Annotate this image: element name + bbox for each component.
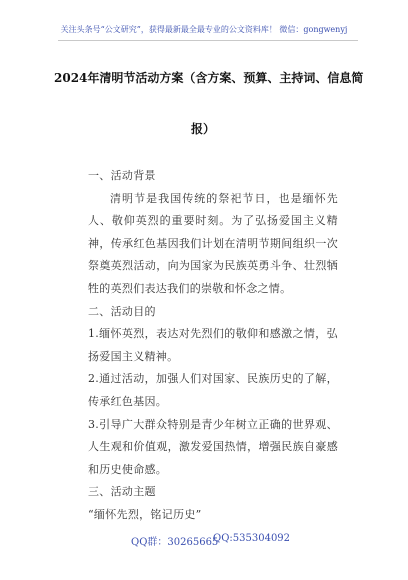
theme-quote: “缅怀先烈，铭记历史” — [88, 507, 202, 521]
list-item-purpose-3: 3.引导广大群众特别是青少年树立正确的世界观、人生观和价值观，激发爱国热情，增强民族自豪感和历史使命感。 — [88, 417, 338, 476]
qq-group-text: QQ群：30265665 — [131, 537, 219, 548]
document-title-continued: 报） — [191, 122, 216, 136]
list-item-purpose-1: 1.缅怀英烈，表达对先烈们的敬仰和感激之情，弘扬爱国主义精神。 — [88, 327, 338, 363]
document-body — [88, 165, 338, 527]
header-notice: 关注头条号“公文研究”，获得最新最全最专业的公文资料库！ 微信：gongwenyj — [60, 25, 348, 34]
section-heading-purpose: 二、活动目的 — [88, 304, 156, 318]
paragraph-background: 清明节是我国传统的祭祀节日，也是缅怀先人、敬仰英烈的重要时刻。为了弘扬爱国主义精神，传承红色基因我们计划在清明节期间组织一次祭奠英烈活动，向为国家为民族英勇斗争、壮烈牺牲的英烈们表达我们的崇敬和怀念之情。 — [88, 191, 338, 295]
qq-number-text: QQ:535304092 — [213, 533, 291, 544]
section-heading-background: 一、活动背景 — [88, 169, 156, 182]
list-item-purpose-2: 2.通过活动，加强人们对国家、民族历史的了解，传承红色基因。 — [88, 372, 338, 408]
footer — [0, 533, 408, 549]
document-title: 2024年清明节活动方案（含方案、预算、主持词、信息简 — [54, 71, 364, 85]
header-divider — [58, 40, 358, 41]
section-heading-theme: 三、活动主题 — [88, 485, 156, 499]
